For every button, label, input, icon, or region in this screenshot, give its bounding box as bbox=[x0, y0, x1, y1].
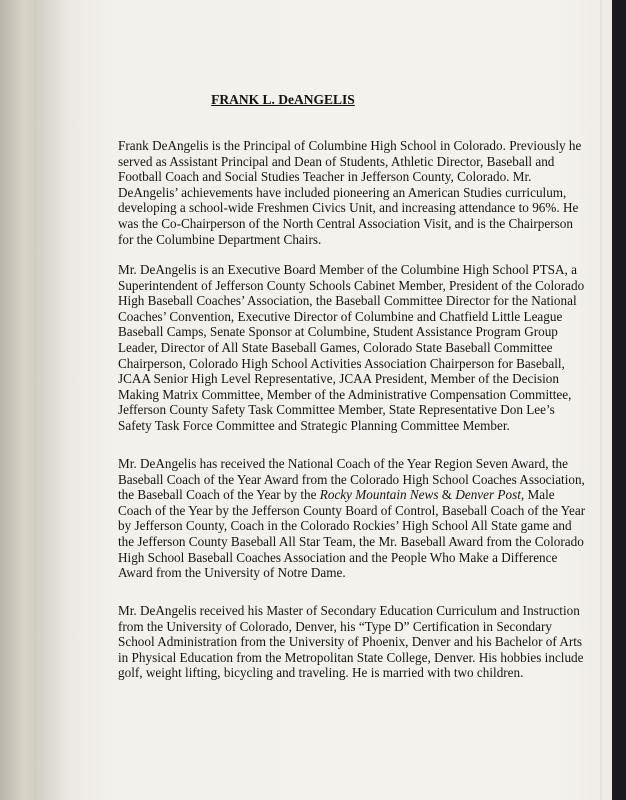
text-line: was the Co-Chairperson of the North Central Association Visit, and is the Chairperson bbox=[118, 215, 573, 231]
paragraph-3 bbox=[118, 456, 585, 581]
paragraph-4 bbox=[118, 603, 584, 681]
text-run: , Male bbox=[520, 487, 555, 503]
text-line: DeAngelis’ achievements have included pioneering an American Studies curriculum, bbox=[118, 184, 567, 200]
text-line: JCAA Senior High Level Representative, JCAA President, Member of the Decision bbox=[118, 371, 559, 387]
text-line: golf, weight lifting, bicycling and traveling. He is married with two children. bbox=[118, 665, 524, 681]
text-line: the Jefferson County Baseball All Star Team, the Mr. Baseball Award from the Colorado bbox=[118, 533, 584, 549]
text-run: & bbox=[438, 487, 456, 503]
text-line: Coaches’ Convention, Executive Director of Columbine and Chatfield Little League bbox=[118, 308, 563, 324]
text-line: Chairperson, Colorado High School Activities Association Chairperson for Baseball, bbox=[118, 355, 565, 371]
text-line: Coach of the Year by the Jefferson County Board of Control, Baseball Coach of the Year bbox=[118, 502, 586, 518]
text-line: Award from the University of Notre Dame. bbox=[118, 565, 346, 581]
text-line: Making Matrix Committee, Member of the Administrative Compensation Committee, bbox=[118, 386, 572, 402]
text-line: by Jefferson County, Coach in the Colorado Rockies’ High School All State game and bbox=[118, 518, 572, 534]
text-line: Mr. DeAngelis has received the National Coach of the Year Region Seven Award, the bbox=[118, 456, 568, 471]
text-line: School Administration from the University of Phoenix, Denver and his Bachelor of Arts bbox=[118, 634, 583, 650]
title-text: FRANK L. DeANGELIS bbox=[211, 92, 355, 107]
text-line bbox=[118, 487, 585, 503]
text-line: Mr. DeAngelis is an Executive Board Member of the Columbine High School PTSA, a bbox=[118, 262, 577, 277]
text-line: Frank DeAngelis is the Principal of Columbine High School in Colorado. Previously he bbox=[118, 138, 582, 153]
paragraph-1 bbox=[118, 138, 581, 247]
text-line: Mr. DeAngelis received his Master of Secondary Education Curriculum and Instruction bbox=[118, 603, 580, 618]
text-line: Football Coach and Social Studies Teacher in Jefferson County, Colorado. Mr. bbox=[118, 169, 532, 185]
text-line: Jefferson County Safety Task Committee Member, State Representative Don Lee’s bbox=[118, 402, 555, 418]
text-line: High Baseball Coaches’ Association, the Baseball Committee Director for the National bbox=[118, 293, 577, 309]
text-line: Baseball Camps, Senate Sponsor at Columbine, Student Assistance Program Group bbox=[118, 324, 558, 340]
text-line: from the University of Colorado, Denver, his “Type D” Certification in Secondary bbox=[118, 618, 552, 634]
text-line: Leader, Director of All State Baseball Games, Colorado State Baseball Committee bbox=[118, 339, 553, 355]
text-run: the Baseball Coach of the Year by the bbox=[118, 487, 320, 503]
text-line: Baseball Coach of the Year Award from the Colorado High School Coaches Association, bbox=[118, 471, 585, 487]
paragraph-2 bbox=[118, 262, 584, 434]
publication-name: Denver Post bbox=[455, 487, 521, 503]
text-line: in Physical Education from the Metropolitan State College, Denver. His hobbies include bbox=[118, 649, 584, 665]
text-line: developing a school-wide Freshmen Civics Unit, and increasing attendance to 96%. He bbox=[118, 200, 579, 216]
text-line: Superintendent of Jefferson County Schools Cabinet Member, President of the Colorado bbox=[118, 277, 585, 293]
scan-background bbox=[612, 0, 626, 800]
page-border-line bbox=[600, 0, 602, 800]
publication-name: Rocky Mountain News bbox=[319, 487, 439, 503]
text-line: Safety Task Force Committee and Strategic Planning Committee Member. bbox=[118, 417, 510, 433]
text-line: for the Columbine Department Chairs. bbox=[118, 231, 322, 247]
text-line: High School Baseball Coaches Association and the People Who Make a Difference bbox=[118, 549, 558, 565]
document-title bbox=[0, 92, 626, 108]
text-line: served as Assistant Principal and Dean of Students, Athletic Director, Baseball and bbox=[118, 153, 555, 169]
